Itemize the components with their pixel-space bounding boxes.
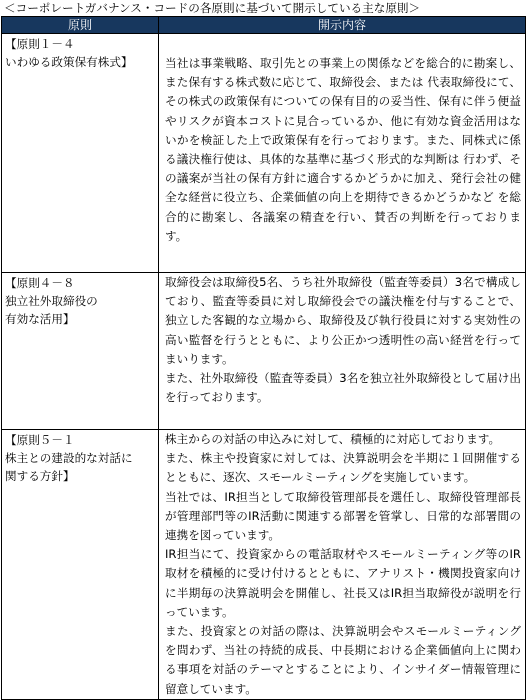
- header-disclosure: 開示内容: [159, 17, 526, 34]
- disclosure-paragraph: 当社では、IR担当として取締役管理部長を選任し、取締役管理部長が管理部門等のIR活動に関連する部署を管掌し、日常的な部署間の連携を図っています。: [165, 489, 521, 543]
- table-row: [2, 34, 526, 273]
- disclosure-paragraph: 当社は事業戦略、取引先との事業上の関係などを総合的に勘案し、また保有する株式数に応じて、取締役会、または 代表取締役にて、その株式の政策保有についての保有目的の妥当性、保有に伴う便益やリスクが資本コストに見合っているか、他に有効な資金活用はないかを検証した上で政策保有を行っております。また、同株式に係る議決権行使は、具体的な基準に基づく形式的な判断は 行わず、その議案が当社の保有方針に適合するかどうかに加え、発行会社の健全な経営に役立ち、企業価値の向上を期待できるかどうかなど を総合的に勘案し、各議案の精査を行い、賛否の判断を行っております。: [165, 56, 521, 243]
- principle-cell: [2, 430, 159, 700]
- principle-cell: [2, 273, 159, 430]
- principle-number: 【原則５－１: [5, 433, 75, 447]
- principle-title: いわゆる政策保有株式】: [5, 55, 133, 69]
- disclosure-paragraph: 取締役会は取締役5名、うち社外取締役（監査等委員）3名で構成しており、監査等委員に対し取締役会での議決権を付与することで、独立した客観的な立場から、取締役及び執行役員に対する実効性の高い監督を行うとともに、より公正かつ透明性の高い経営を行ってまいります。: [165, 275, 521, 366]
- disclosure-cell: [159, 430, 526, 700]
- table-row: [2, 273, 526, 430]
- disclosure-cell: [159, 34, 526, 273]
- header-principle: 原則: [2, 17, 159, 34]
- disclosure-cell: [159, 273, 526, 430]
- disclosure-paragraph: 株主からの対話の申込みに対して、積極的に対応しております。: [165, 432, 501, 446]
- principle-number: 【原則４－８: [5, 276, 75, 290]
- principle-cell: [2, 34, 159, 273]
- table-caption: ＜コーポレートガバナンス・コードの各原則に基づいて開示している主な原則＞: [4, 1, 421, 15]
- governance-principles-table: [1, 16, 526, 700]
- table-row: [2, 430, 526, 700]
- disclosure-paragraph: また、株主や投資家に対しては、決算説明会を半期に１回開催するとともに、逐次、スモールミーティングを実施しています。: [165, 451, 521, 485]
- principle-title-cont: 関する方針】: [5, 469, 75, 483]
- disclosure-paragraph: IR担当にて、投資家からの電話取材やスモールミーティング等のIR取材を積極的に受け付けるとともに、アナリスト・機関投資家向けに半期毎の決算説明会を開催し、社長又はIR担当取締役が説明を行っています。: [165, 547, 521, 619]
- principle-number: 【原則１－４: [5, 37, 75, 51]
- disclosure-paragraph: また、社外取締役（監査等委員）3名を独立社外取締役として届け出を行っております。: [165, 371, 521, 405]
- principle-title: 独立社外取締役の: [5, 294, 98, 308]
- disclosure-paragraph: また、投資家との対話の際は、決算説明会やスモールミーティングを問わず、当社の持続的成長、中長期における企業価値向上に関わる事項を対話のテーマとすることにより、インサイダー情報管理に留意しています。: [165, 624, 521, 696]
- principle-title: 株主との建設的な対話に: [5, 451, 133, 465]
- principle-title-cont: 有効な活用】: [5, 312, 75, 326]
- table-header-row: [2, 17, 526, 34]
